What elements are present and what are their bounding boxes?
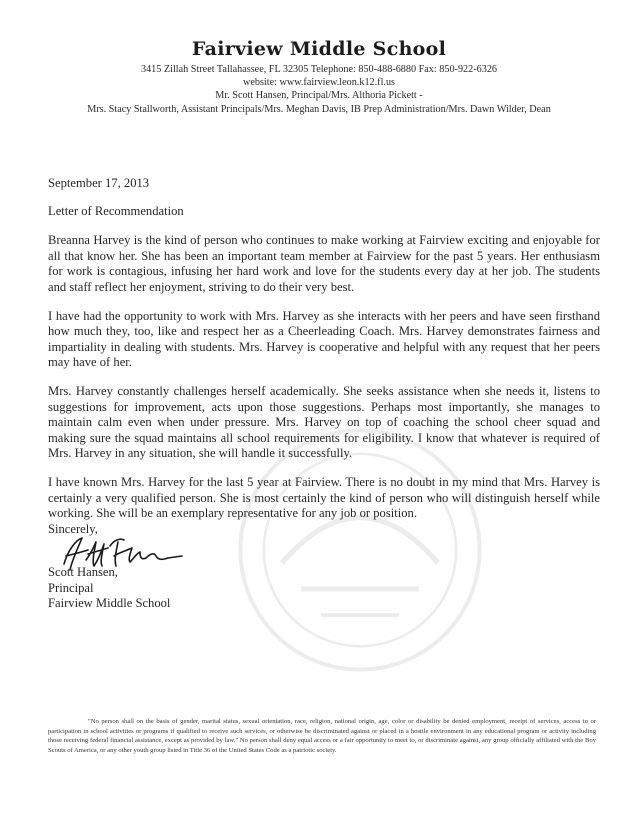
paragraph-4: I have known Mrs. Harvey for the last 5 year at Fairview. There is no doubt in my mind that Mrs. Harvey is certainly a very qualified person. She is most certainly the kind of person who will distinguish herself while working. She will be an exemplary representative for any job or position.: [48, 475, 600, 520]
letter-date: September 17, 2013: [48, 176, 150, 190]
nondiscrimination-notice: "No person shall on the basis of gender, marital status, sexual orientation, race, religion, national origin, age, color or disability be denied employment, receipt of services, access to or participation in school activities or programs if qualified to receive such services, or otherwise be discriminated against or placed in a hostile environment in any educational program or activity including those receiving federal financial assistance, except as provided by law." No person shall deny equal access or a fair opportunity to meet to, or discriminate against, any group officially affiliated with the Boy Scouts of America, or any other youth group listed in Title 36 of the United States Code as a patriotic society.: [48, 718, 596, 754]
school-website: website: www.fairview.leon.k12.fl.us: [242, 77, 396, 89]
school-name: Fairview Middle School: [191, 38, 447, 60]
letterhead: [0, 38, 638, 116]
signature-block: [48, 565, 170, 612]
administration-line-1: Mr. Scott Hansen, Principal/Mrs. Althoria Pickett -: [215, 90, 423, 102]
school-address: 3415 Zillah Street Tallahassee, FL 32305 Telephone: 850-488-6880 Fax: 850-922-6326: [140, 64, 498, 75]
paragraph-2: I have had the opportunity to work with Mrs. Harvey as she interacts with her peers and have seen firsthand how much they, too, like and respect her as a Cheerleading Coach. Mrs. Harvey demonstrates fairness and impartiality in dealing with students. Mrs. Harvey is cooperative and helpful with any request that her peers may have of her.: [48, 308, 600, 369]
signer-organization: Fairview Middle School: [48, 596, 171, 611]
closing: Sincerely,: [48, 522, 98, 536]
signer-name: Scott Hansen,: [48, 565, 118, 579]
paragraph-1: Breanna Harvey is the kind of person who continues to make working at Fairview exciting and enjoyable for all that know her. She has been an important team member at Fairview for the past 5 years. Her enthusiasm for work is contagious, infusing her hard work and love for the students every day at her job. The students and staff reflect her enjoyment, striving to do their very best.: [48, 233, 600, 294]
letter-body: [48, 176, 600, 535]
paragraph-3: Mrs. Harvey constantly challenges herself academically. She seeks assistance when she needs it, listens to suggestions for improvement, acts upon those suggestions. Perhaps most importantly, she manages to maintain calm even when under pressure. Mrs. Harvey on top of coaching the school cheer squad and making sure the squad maintains all school requirements for eligibility. I know that whatever is required of Mrs. Harvey in any situation, she will handle it successfully.: [48, 384, 600, 460]
administration-line-2: Mrs. Stacy Stallworth, Assistant Principals/Mrs. Meghan Davis, IB Prep Administration/Mrs. Dawn Wilder, Dean: [87, 103, 551, 115]
signer-title: Principal: [48, 580, 94, 595]
letter-subject: Letter of Recommendation: [48, 203, 184, 218]
